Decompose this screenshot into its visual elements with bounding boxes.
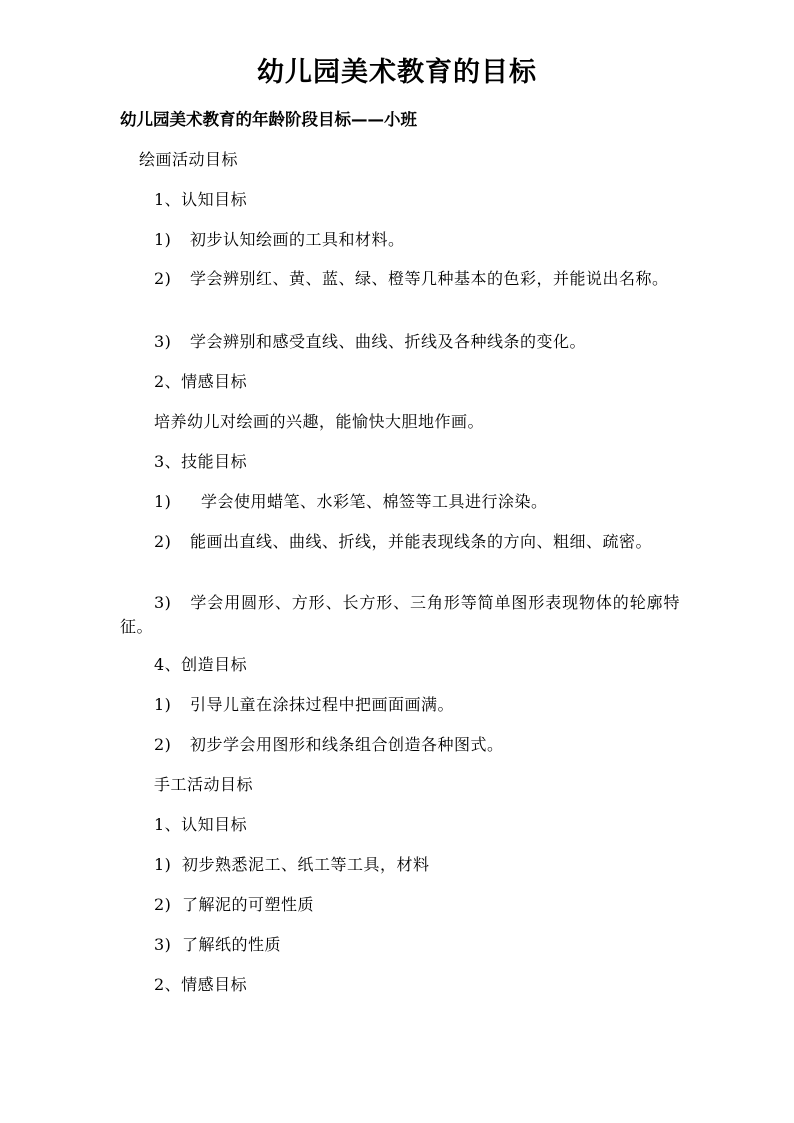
item-number: 3) [154, 332, 172, 351]
item-text: 能画出直线、曲线、折线，并能表现线条的方向、粗细、疏密。 [190, 532, 653, 551]
painting-heading: 绘画活动目标 [139, 150, 239, 169]
item-number: 3) [154, 935, 172, 954]
painting-creativity-heading: 4、创造目标 [154, 655, 248, 674]
painting-cognition-heading: 1、认知目标 [154, 190, 248, 209]
item-number: 1) [154, 230, 172, 249]
handcraft-heading: 手工活动目标 [154, 775, 254, 794]
item-text: 了解纸的性质 [182, 935, 282, 954]
item-number: 3) [154, 593, 172, 612]
painting-emotion-heading: 2、情感目标 [154, 372, 248, 391]
handcraft-emotion-heading: 2、情感目标 [154, 975, 248, 994]
item-text: 初步认知绘画的工具和材料。 [190, 230, 405, 249]
handcraft-cognition-item-1 [154, 853, 430, 877]
painting-creativity-item-2 [154, 733, 504, 757]
item-number: 1) [154, 855, 172, 874]
item-number: 2) [154, 532, 172, 551]
handcraft-cognition-item-3 [154, 933, 281, 957]
painting-cognition-item-3 [154, 330, 586, 354]
painting-skill-item-3 [120, 591, 680, 639]
item-number: 2) [154, 735, 172, 754]
item-text: 初步熟悉泥工、纸工等工具，材料 [182, 855, 430, 874]
item-text: 初步学会用图形和线条组合创造各种图式。 [190, 735, 504, 754]
item-number: 1) [154, 695, 172, 714]
painting-cognition-item-1 [154, 228, 405, 252]
item-text: 学会使用蜡笔、水彩笔、棉签等工具进行涂染。 [201, 492, 548, 511]
item-text: 了解泥的可塑性质 [182, 895, 315, 914]
item-text: 学会用圆形、方形、长方形、三角形等简单图形表现物体的轮廓特征。 [120, 593, 680, 636]
painting-cognition-item-2 [120, 267, 680, 291]
painting-emotion-text: 培养幼儿对绘画的兴趣，能愉快大胆地作画。 [154, 412, 485, 431]
painting-skill-heading: 3、技能目标 [154, 452, 248, 471]
item-text: 学会辨别红、黄、蓝、绿、橙等几种基本的色彩，并能说出名称。 [190, 269, 669, 288]
painting-skill-item-1 [154, 490, 548, 514]
document-subtitle: 幼儿园美术教育的年龄阶段目标——小班 [120, 110, 417, 129]
handcraft-cognition-heading: 1、认知目标 [154, 815, 248, 834]
painting-creativity-item-1 [154, 693, 454, 717]
item-text: 引导儿童在涂抹过程中把画面画满。 [190, 695, 455, 714]
handcraft-cognition-item-2 [154, 893, 314, 917]
item-text: 学会辨别和感受直线、曲线、折线及各种线条的变化。 [190, 332, 587, 351]
document-title: 幼儿园美术教育的目标 [257, 57, 537, 88]
item-number: 2) [154, 895, 172, 914]
item-number: 1) [154, 492, 172, 511]
painting-skill-item-2 [120, 530, 680, 554]
item-number: 2) [154, 269, 172, 288]
